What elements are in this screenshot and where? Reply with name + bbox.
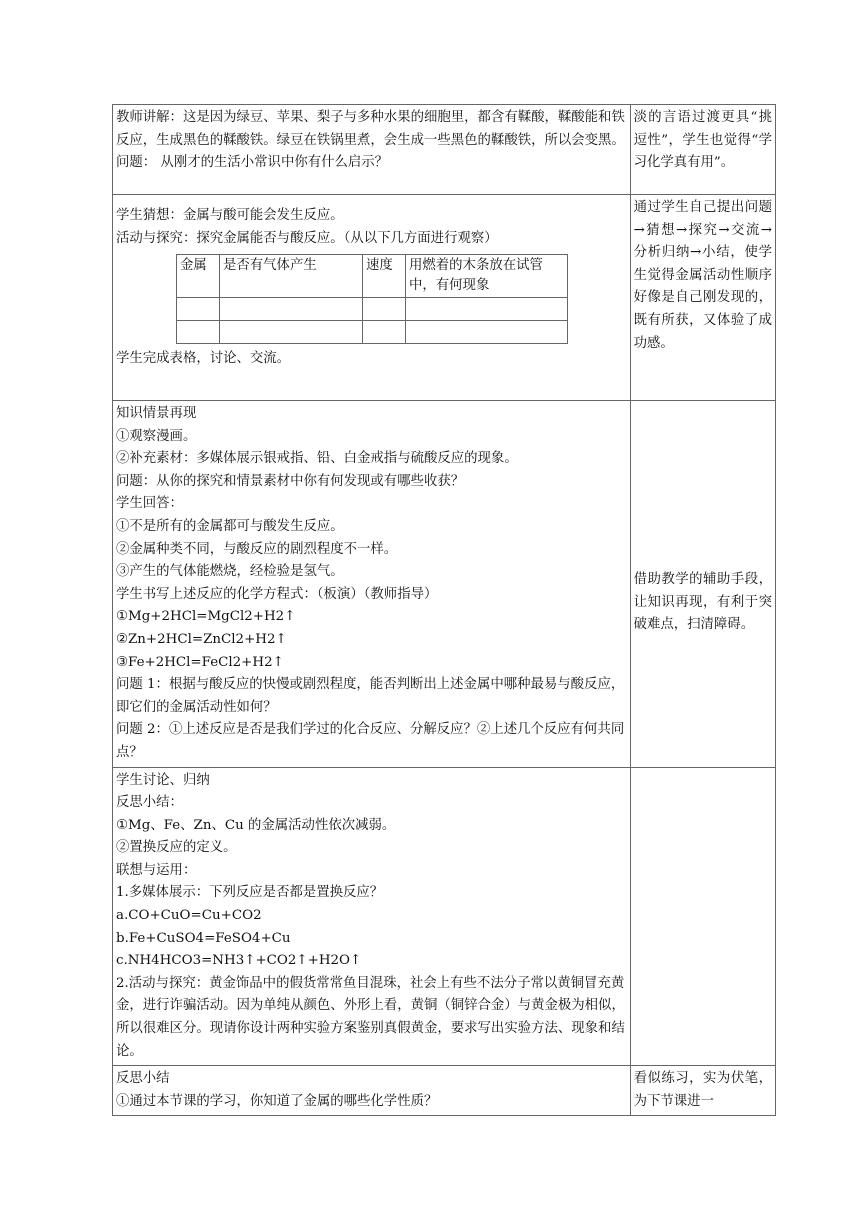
design-intent-cell: 借助教学的辅助手段，让知识再现，有利于突破难点，扫清障碍。 [630, 401, 775, 768]
activity-cell [113, 1066, 631, 1116]
header-splint: 用燃着的木条放在试管中，有何现象 [406, 255, 568, 298]
empty-cell[interactable] [220, 321, 363, 344]
paragraph: 联想与运用： [116, 862, 197, 878]
paragraph: 问题： 从刚才的生活小常识中你有什么启示？ [116, 155, 389, 171]
paragraph: ①Mg、Fe、Zn、Cu 的金属活动性依次减弱。 [116, 817, 396, 833]
paragraph: ②金属种类不同，与酸反应的剧烈程度不一样。 [116, 541, 398, 557]
paragraph: 学生书写上述反应的化学方程式：（板演）（教师指导） [116, 586, 438, 602]
header-metal: 金属 [177, 255, 220, 298]
paragraph: ①观察漫画。 [116, 428, 197, 444]
lesson-plan-table [112, 104, 776, 1116]
header-gas: 是否有气体产生 [220, 255, 363, 298]
paragraph: 活动与探究：探究金属能否与酸反应。（从以下几方面进行观察） [116, 230, 498, 246]
lesson-plan-page [112, 104, 776, 1116]
empty-cell[interactable] [220, 298, 363, 321]
paragraph: ③产生的气体能燃烧，经检验是氢气。 [116, 564, 344, 580]
paragraph: ②置换反应的定义。 [116, 840, 237, 856]
paragraph: 知识情景再现 [116, 406, 197, 421]
paragraph: 2.活动与探究：黄金饰品中的假货常常鱼目混珠，社会上有些不法分子常以黄铜冒充黄金，进行诈骗活动。因为单纯从颜色、外形上看，黄铜（铜锌合金）与黄金极为相似，所以很难区分。现请你设计两种实验方案鉴别真假黄金，要求写出实验方法、现象和结论。 [116, 975, 625, 1059]
paragraph: ②补充素材：多媒体展示银戒指、铅、白金戒指与硫酸反应的现象。 [116, 451, 518, 467]
observation-table [176, 254, 568, 344]
paragraph: 教师讲解：这是因为绿豆、苹果、梨子与多种水果的细胞里，都含有鞣酸，鞣酸能和铁反应，生成黑色的鞣酸铁。绿豆在铁锅里煮，会生成一些黑色的鞣酸铁，所以会变黑。 [116, 110, 625, 148]
paragraph: 学生猜想：金属与酸可能会发生反应。 [116, 208, 344, 223]
table-row [113, 401, 776, 768]
empty-cell[interactable] [177, 298, 220, 321]
observation-header-row [177, 255, 568, 298]
equation: ③Fe+2HCl=FeCl2+H2↑ [116, 654, 284, 670]
activity-cell [113, 401, 631, 768]
equation: a.CO+CuO=Cu+CO2 [116, 908, 262, 924]
design-intent-cell [630, 767, 775, 1066]
design-intent-cell: 淡的言语过渡更具“挑逗性”，学生也觉得“学习化学真有用”。 [630, 105, 775, 195]
paragraph: 问题：从你的探究和情景素材中你有何发现或有哪些收获？ [116, 473, 465, 489]
paragraph: ①不是所有的金属都可与酸发生反应。 [116, 518, 344, 534]
activity-cell [113, 105, 631, 195]
paragraph: 学生完成表格，讨论、交流。 [116, 351, 291, 367]
empty-cell[interactable] [406, 321, 568, 344]
paragraph: 反思小结 [116, 1071, 170, 1087]
empty-cell[interactable] [177, 321, 220, 344]
paragraph: 问题 1：根据与酸反应的快慢或剧烈程度，能否判断出上述金属中哪种最易与酸反应，即它们的金属活动性如何？ [116, 677, 625, 715]
empty-cell[interactable] [363, 298, 406, 321]
table-row [113, 195, 776, 401]
paragraph: 学生讨论、归纳 [116, 772, 210, 788]
observation-empty-row [177, 298, 568, 321]
equation: ①Mg+2HCl=MgCl2+H2↑ [116, 609, 296, 625]
activity-cell [113, 195, 631, 401]
paragraph: ①通过本节课的学习，你知道了金属的哪些化学性质？ [116, 1093, 438, 1109]
table-row [113, 1066, 776, 1116]
empty-cell[interactable] [363, 321, 406, 344]
table-row [113, 105, 776, 195]
design-intent-cell: 看似练习，实为伏笔，为下节课进一 [630, 1066, 775, 1116]
paragraph: 1.多媒体展示：下列反应是否都是置换反应？ [116, 885, 384, 901]
empty-cell[interactable] [406, 298, 568, 321]
paragraph: 问题 2：①上述反应是否是我们学过的化合反应、分解反应？②上述几个反应有何共同点？ [116, 722, 625, 760]
paragraph: 反思小结： [116, 795, 183, 811]
equation: c.NH4HCO3=NH3↑+CO2↑+H2O↑ [116, 953, 362, 969]
design-intent-cell: 通过学生自己提出问题→猜想→探究→交流→分析归纳→小结，使学生觉得金属活动性顺序好像是自己刚发现的，既有所获，又体验了成功感。 [630, 195, 775, 401]
equation: b.Fe+CuSO4=FeSO4+Cu [116, 930, 291, 946]
equation: ②Zn+2HCl=ZnCl2+H2↑ [116, 631, 287, 647]
header-speed: 速度 [363, 255, 406, 298]
paragraph: 学生回答： [116, 496, 183, 512]
observation-empty-row [177, 321, 568, 344]
table-row [113, 767, 776, 1066]
activity-cell [113, 767, 631, 1066]
